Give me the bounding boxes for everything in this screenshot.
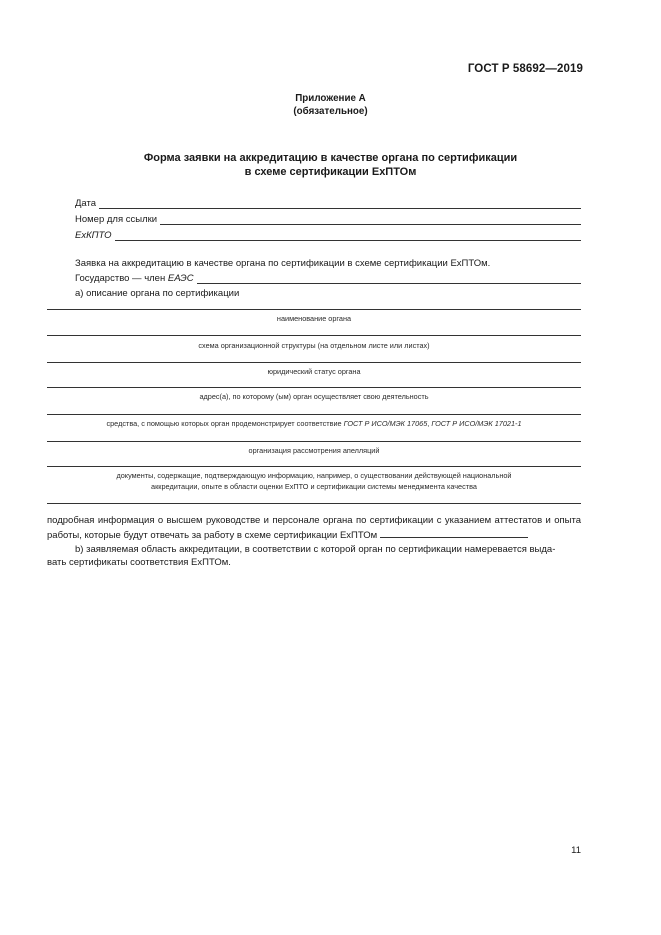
section-a-heading: a) описание органа по сертификации xyxy=(75,288,240,299)
page-number: 11 xyxy=(571,845,581,856)
legal-status-line[interactable] xyxy=(47,362,581,363)
appeals-caption: организация рассмотрения апелляций xyxy=(248,446,380,455)
section-b-line-1: b) заявляемая область аккредитации, в соответствии с которой орган по сертификации намеревается выда- xyxy=(75,544,556,555)
management-line[interactable] xyxy=(380,528,528,538)
section-b-line-2: вать сертификаты соответствия ЕхПТОм. xyxy=(47,557,231,568)
exkpto-field[interactable] xyxy=(75,228,581,241)
means-caption xyxy=(47,419,581,430)
reference-number-field[interactable] xyxy=(75,212,581,225)
date-line[interactable] xyxy=(99,198,581,209)
reference-number-line[interactable] xyxy=(160,214,581,225)
means-caption-std-1: ГОСТ Р ИСО/МЭК 17065 xyxy=(343,419,428,428)
state-field[interactable] xyxy=(75,271,581,284)
documents-caption-line-2: аккредитации, опыте в области оценки ЕхПТО и сертификации системы менеджмента качества xyxy=(151,481,477,491)
appeals-line[interactable] xyxy=(47,441,581,442)
form-title-line-2: в схеме сертификации ЕхПТОм xyxy=(244,165,417,178)
means-caption-std-2: ГОСТ Р ИСО/МЭК 17021-1 xyxy=(431,419,522,428)
form-title xyxy=(0,152,661,179)
appendix-title: Приложение А xyxy=(295,93,366,104)
standard-code: ГОСТ Р 58692—2019 xyxy=(467,63,583,75)
documents-caption-line-1: документы, содержащие, подтверждающую информацию, например, о существовании действующей национальной xyxy=(116,471,512,480)
reference-number-label: Номер для ссылки xyxy=(75,214,158,225)
date-label: Дата xyxy=(75,198,97,209)
means-line[interactable] xyxy=(47,414,581,415)
application-text: Заявка на аккредитацию в качестве органа по сертификации в схеме сертификации ЕхПТОм. xyxy=(75,258,491,269)
state-line[interactable] xyxy=(197,273,581,284)
management-text: подробная информация о высшем руководстве и персонале органа по сертификации с указанием аттестатов и опыта работы, которые будут отвечать за работу в схеме сертификации ЕхПТОм xyxy=(47,515,581,541)
state-abbr: ЕАЭС xyxy=(167,273,194,284)
address-line[interactable] xyxy=(47,387,581,388)
state-label xyxy=(75,273,197,284)
org-name-line[interactable] xyxy=(47,309,581,310)
address-caption: адрес(а), по которому (ым) орган осуществляет свою деятельность xyxy=(199,392,429,401)
management-paragraph xyxy=(47,514,581,543)
exkpto-line[interactable] xyxy=(115,230,581,241)
org-structure-caption: схема организационной структуры (на отдельном листе или листах) xyxy=(198,341,430,350)
appendix-status: (обязательное) xyxy=(293,105,368,117)
date-field[interactable] xyxy=(75,196,581,209)
exkpto-label: ЕхКПТО xyxy=(75,230,112,241)
means-caption-prefix: средства, с помощью которых орган продемонстрирует соответствие xyxy=(106,419,342,428)
documents-line-2[interactable] xyxy=(47,503,581,504)
documents-caption xyxy=(47,471,581,492)
appendix-heading xyxy=(0,93,661,118)
org-structure-line[interactable] xyxy=(47,335,581,336)
form-title-line-1: Форма заявки на аккредитацию в качестве органа по сертификации xyxy=(143,152,518,164)
means-caption-separator: , xyxy=(427,419,430,428)
state-label-text: Государство — член xyxy=(75,273,166,284)
legal-status-caption: юридический статус органа xyxy=(267,367,361,376)
org-name-caption: наименование органа xyxy=(276,314,352,323)
documents-line[interactable] xyxy=(47,466,581,467)
